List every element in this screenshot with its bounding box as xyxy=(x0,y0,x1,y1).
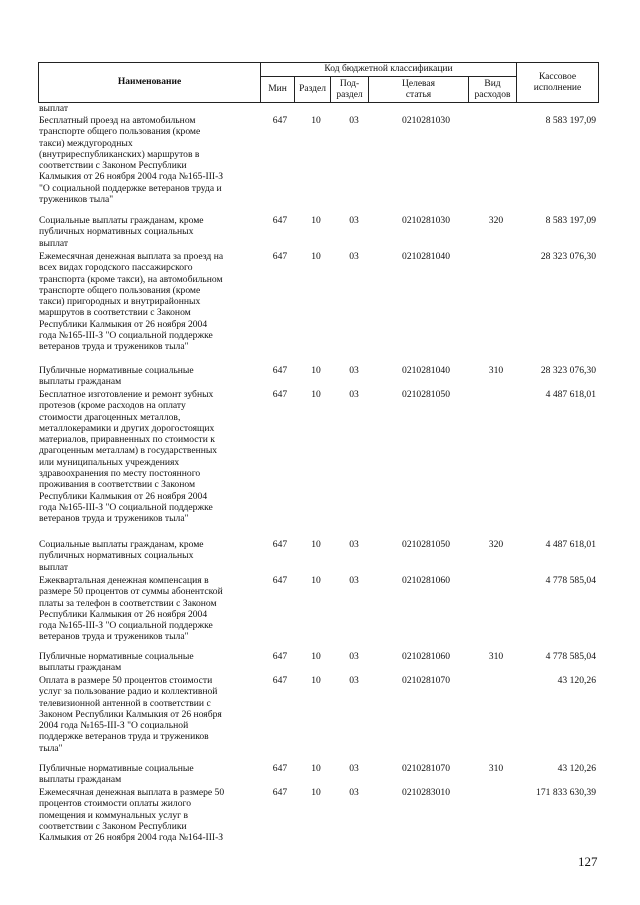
row-name-line: транспорта (кроме такси), на автомобильном xyxy=(39,273,223,285)
header-vid xyxy=(469,77,517,103)
header-kassovoe-line1: Кассовое xyxy=(538,71,577,82)
header-vid-line2: расходов xyxy=(474,89,511,100)
row-name-line: Ежеквартальная денежная компенсация в xyxy=(39,575,209,586)
cell-sum: 4 487 618,01 xyxy=(545,389,596,400)
row-name-line: Калмыкия от 26 ноября 2004 года №164-III-З xyxy=(39,832,224,844)
cell-min: 647 xyxy=(272,675,288,686)
cell-razdel: 10 xyxy=(311,215,321,226)
cell-celevaya: 0210281040 xyxy=(402,251,450,262)
row-name-line: публичных нормативных социальных xyxy=(39,226,194,238)
row-name-line: помещения и коммунальных услуг в xyxy=(39,809,188,821)
cell-podrazdel: 03 xyxy=(349,365,359,376)
cell-razdel: 10 xyxy=(311,651,321,662)
row-name-line: года №165-III-З "О социальной поддержке xyxy=(39,620,213,632)
cell-min: 647 xyxy=(272,251,288,262)
row-name xyxy=(39,215,261,249)
cell-sum: 43 120,26 xyxy=(557,675,596,686)
cell-razdel: 10 xyxy=(311,539,321,550)
row-name xyxy=(39,115,261,205)
header-min: Мин xyxy=(261,77,295,103)
header-name: Наименование xyxy=(39,63,261,103)
row-name-line: Республики Калмыкия от 26 ноября 2004 xyxy=(39,490,208,502)
row-name-line: маршрутов в соответствии с Законом xyxy=(39,307,191,319)
cell-celevaya: 0210281070 xyxy=(402,675,450,686)
cell-razdel: 10 xyxy=(311,251,321,262)
cell-vid: 310 xyxy=(488,763,504,774)
header-celevaya-line1: Целевая xyxy=(402,78,435,89)
row-name-line: платы за телефон в соответствии с Законом xyxy=(39,597,217,609)
table-header xyxy=(38,62,599,103)
cell-min: 647 xyxy=(272,787,288,798)
row-name-line: Социальные выплаты гражданам, кроме xyxy=(39,215,204,226)
row-name xyxy=(39,575,261,643)
row-name-line: 2004 года №165-III-З "О социальной xyxy=(39,720,189,732)
cell-podrazdel: 03 xyxy=(349,115,359,126)
row-name-line: ветеранов труда и тружеников тыла" xyxy=(39,341,189,353)
row-name-line: транспорте общего пользования (кроме xyxy=(39,126,201,138)
row-name xyxy=(39,539,261,573)
cell-celevaya: 0210281030 xyxy=(402,215,450,226)
row-name-line: тыла" xyxy=(39,742,63,754)
header-kassovoe-line2: исполнение xyxy=(533,82,582,93)
row-name-line: Калмыкия от 26 ноября 2004 года №165-III-З xyxy=(39,171,224,183)
row-name-line: драгоценным металлам) в государственных xyxy=(39,445,218,457)
row-name-line: года №165-III-З "О социальной поддержке xyxy=(39,501,213,513)
row-name-line: проживания в соответствии с Законом xyxy=(39,479,196,491)
cell-razdel: 10 xyxy=(311,115,321,126)
row-name-line: Законом Республики Калмыкия от 26 ноября xyxy=(39,708,222,720)
cell-razdel: 10 xyxy=(311,787,321,798)
cell-min: 647 xyxy=(272,539,288,550)
cell-min: 647 xyxy=(272,115,288,126)
cell-celevaya: 0210281060 xyxy=(402,651,450,662)
row-name-line: Бесплатный проезд на автомобильном xyxy=(39,115,196,126)
row-name-line: года №165-III-З "О социальной поддержке xyxy=(39,330,213,342)
cell-celevaya: 0210281050 xyxy=(402,389,450,400)
cell-razdel: 10 xyxy=(311,675,321,686)
cell-celevaya: 0210281050 xyxy=(402,539,450,550)
row-name-line: Республики Калмыкия от 26 ноября 2004 xyxy=(39,318,208,330)
cell-celevaya: 0210281060 xyxy=(402,575,450,586)
cell-sum: 4 778 585,04 xyxy=(545,651,596,662)
cell-celevaya: 0210283010 xyxy=(402,787,450,798)
row-name-line: соответствии с Законом Республики xyxy=(39,160,187,172)
row-name-line: Публичные нормативные социальные xyxy=(39,365,194,376)
row-name-line: соответствии с Законом Республики xyxy=(39,820,187,832)
row-name xyxy=(39,365,261,388)
cell-sum: 171 833 630,39 xyxy=(536,787,596,798)
cell-sum: 4 778 585,04 xyxy=(545,575,596,586)
row-name-line: выплаты гражданам xyxy=(39,662,122,674)
cell-min: 647 xyxy=(272,215,288,226)
page-number: 127 xyxy=(578,854,598,869)
row-name-line: всех видах городского пассажирского xyxy=(39,262,193,274)
row-name-line: выплаты гражданам xyxy=(39,774,122,786)
row-name-line: металлокерамики и других дорогостоящих xyxy=(39,422,215,434)
row-name-line: транспорте общего пользования (кроме xyxy=(39,284,201,296)
cell-celevaya: 0210281030 xyxy=(402,115,450,126)
cell-min: 647 xyxy=(272,365,288,376)
row-name-line: здравоохранения по месту постоянного xyxy=(39,468,201,480)
cell-sum: 28 323 076,30 xyxy=(540,365,596,376)
row-name-line: услуг за пользование радио и коллективной xyxy=(39,686,218,698)
cell-vid: 320 xyxy=(488,539,504,550)
cell-podrazdel: 03 xyxy=(349,539,359,550)
row-name xyxy=(39,651,261,674)
row-name-line: Ежемесячная денежная выплата за проезд на xyxy=(39,251,224,262)
row-name-line: процентов стоимости оплаты жилого xyxy=(39,798,191,810)
header-podrazdel-line2: раздел xyxy=(336,89,363,100)
cell-celevaya: 0210281070 xyxy=(402,763,450,774)
row-name-line: Социальные выплаты гражданам, кроме xyxy=(39,539,204,550)
row-name xyxy=(39,763,261,786)
cell-vid: 310 xyxy=(488,651,504,662)
cell-vid: 310 xyxy=(488,365,504,376)
row-name-line: (внутриреспубликанских) маршрутов в xyxy=(39,148,200,160)
row-name-line: телевизионной антенной в соответствии с xyxy=(39,697,211,709)
row-name-line: Ежемесячная денежная выплата в размере 50 xyxy=(39,787,225,798)
row-name-line: материалов, приравненных по стоимости к xyxy=(39,434,215,446)
cell-min: 647 xyxy=(272,763,288,774)
cell-sum: 43 120,26 xyxy=(557,763,596,774)
cell-sum: 4 487 618,01 xyxy=(545,539,596,550)
row-name-line: такси) пригородных и внутрирайонных xyxy=(39,296,201,308)
row-name-line: такси) междугородных xyxy=(39,137,133,149)
row-name-line: ветеранов труда и тружеников тыла" xyxy=(39,631,189,643)
cell-podrazdel: 03 xyxy=(349,215,359,226)
row-name-line: выплат xyxy=(39,561,69,573)
header-podrazdel-line1: Под- xyxy=(339,78,360,89)
cell-podrazdel: 03 xyxy=(349,675,359,686)
cell-podrazdel: 03 xyxy=(349,763,359,774)
cell-podrazdel: 03 xyxy=(349,787,359,798)
header-celevaya-line2: статья xyxy=(405,89,432,100)
row-name-line: "О социальной поддержке ветеранов труда и xyxy=(39,182,222,194)
header-kassovoe xyxy=(517,63,599,103)
cell-sum: 8 583 197,09 xyxy=(545,115,596,126)
row-name-line: размере 50 процентов от суммы абонентской xyxy=(39,586,223,598)
row-name xyxy=(39,787,261,843)
cell-podrazdel: 03 xyxy=(349,575,359,586)
row-name-line: Бесплатное изготовление и ремонт зубных xyxy=(39,389,214,400)
row-name-line: Публичные нормативные социальные xyxy=(39,763,194,774)
row-name-line: Оплата в размере 50 процентов стоимости xyxy=(39,675,213,686)
cell-min: 647 xyxy=(272,389,288,400)
cell-podrazdel: 03 xyxy=(349,651,359,662)
cell-podrazdel: 03 xyxy=(349,389,359,400)
cell-vid: 320 xyxy=(488,215,504,226)
row-name-line: или муниципальных учреждениях xyxy=(39,456,180,468)
row-name-line: выплат xyxy=(39,103,69,114)
header-razdel: Раздел xyxy=(295,77,331,103)
row-name-line: публичных нормативных социальных xyxy=(39,550,194,562)
header-podrazdel xyxy=(331,77,369,103)
row-name-line: тружеников тыла" xyxy=(39,194,114,206)
cell-razdel: 10 xyxy=(311,575,321,586)
row-name-line: поддержке ветеранов труда и тружеников xyxy=(39,731,209,743)
cell-min: 647 xyxy=(272,651,288,662)
row-name-line: Республики Калмыкия от 26 ноября 2004 xyxy=(39,608,208,620)
row-name-line: выплаты гражданам xyxy=(39,376,122,388)
cell-razdel: 10 xyxy=(311,389,321,400)
header-vid-line1: Вид xyxy=(484,78,501,89)
cell-sum: 28 323 076,30 xyxy=(540,251,596,262)
cell-razdel: 10 xyxy=(311,763,321,774)
cell-podrazdel: 03 xyxy=(349,251,359,262)
row-name xyxy=(39,675,261,754)
row-name xyxy=(39,103,261,114)
row-name-line: Публичные нормативные социальные xyxy=(39,651,194,662)
cell-celevaya: 0210281040 xyxy=(402,365,450,376)
row-name xyxy=(39,389,261,525)
document-page xyxy=(38,62,598,844)
row-name-line: выплат xyxy=(39,237,69,249)
cell-min: 647 xyxy=(272,575,288,586)
header-budget-code: Код бюджетной классификации xyxy=(261,63,517,77)
cell-razdel: 10 xyxy=(311,365,321,376)
header-celevaya xyxy=(369,77,469,103)
row-name-line: стоимости драгоценных металлов, xyxy=(39,411,181,423)
row-name-line: протезов (кроме расходов на оплату xyxy=(39,400,186,412)
cell-sum: 8 583 197,09 xyxy=(545,215,596,226)
row-name xyxy=(39,251,261,353)
row-name-line: ветеранов труда и тружеников тыла" xyxy=(39,513,189,525)
